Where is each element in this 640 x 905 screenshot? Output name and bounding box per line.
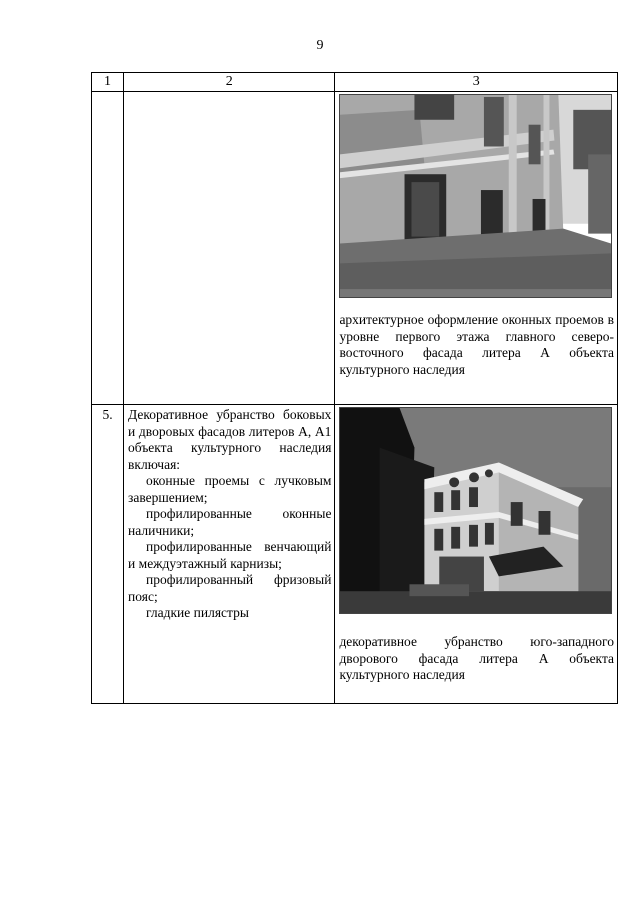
heritage-table bbox=[91, 72, 618, 704]
column-header-3: 3 bbox=[335, 73, 618, 92]
row-photo-cell bbox=[335, 92, 618, 405]
page-number: 9 bbox=[316, 38, 324, 53]
photo-caption: архитектурное оформление оконных проемов в уровне первого этажа главного северо-восточного фасада литера А объекта культурного наследия bbox=[339, 312, 614, 377]
row-photo-cell bbox=[335, 405, 618, 704]
description-line: оконные проемы с лучковым завершением; bbox=[128, 473, 332, 505]
row-description bbox=[124, 92, 335, 405]
description-line: профилированные венчающий и междуэтажный карнизы; bbox=[128, 539, 332, 571]
row-number bbox=[92, 92, 124, 405]
building-facade-photo bbox=[339, 94, 612, 298]
photo-caption: декоративное убранство юго-западного дворового фасада литера А объекта культурного наследия bbox=[339, 634, 614, 682]
column-header-2: 2 bbox=[124, 73, 335, 92]
description-line: гладкие пилястры bbox=[146, 605, 249, 620]
row-number: 5. bbox=[92, 405, 124, 704]
description-line: профилированный фризовый пояс; bbox=[128, 572, 332, 604]
column-header-1: 1 bbox=[92, 73, 124, 92]
building-courtyard-photo bbox=[339, 407, 612, 614]
description-line: профилированные оконные наличники; bbox=[128, 506, 332, 538]
description-line: Декоративное убранство боковых и дворовых фасадов литеров А, А1 объекта культурного наследия включая: bbox=[128, 407, 332, 472]
table-row bbox=[92, 405, 618, 704]
row-description bbox=[124, 405, 335, 704]
table-row bbox=[92, 92, 618, 405]
table-header-row bbox=[92, 73, 618, 92]
